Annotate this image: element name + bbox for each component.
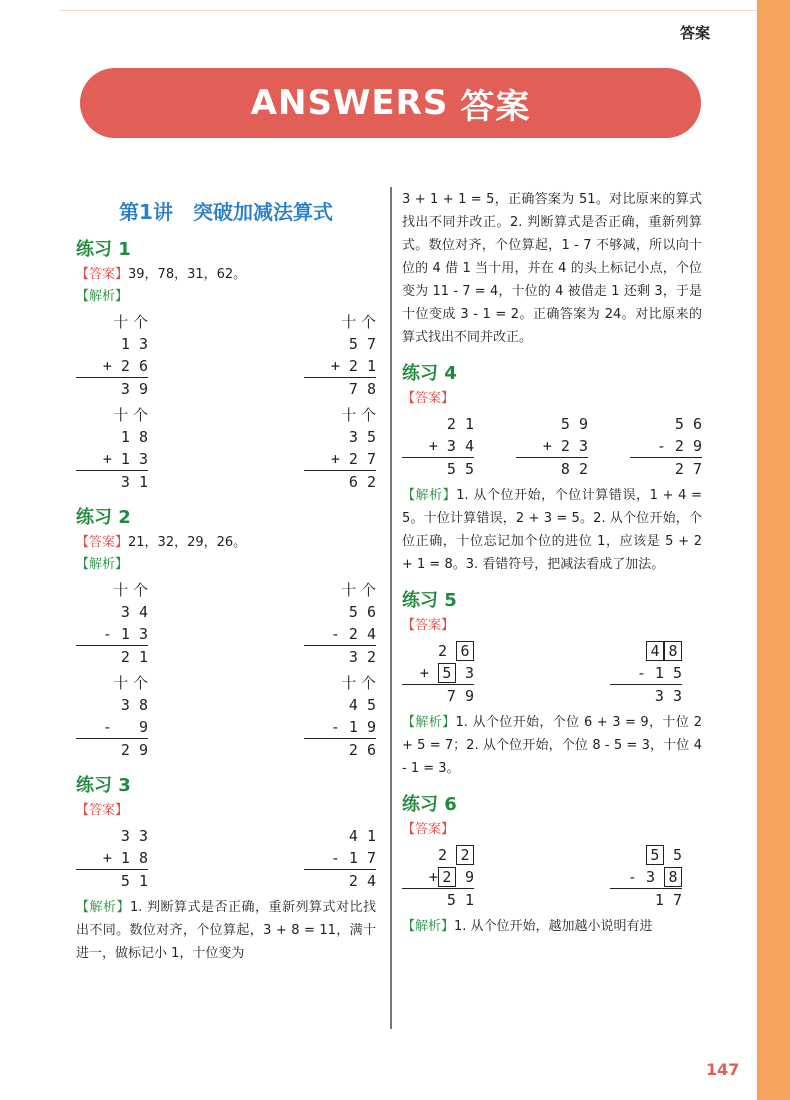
result: 6 2 <box>304 470 376 493</box>
operand-b: - 9 <box>102 718 148 736</box>
blank-box: 2 <box>456 845 474 865</box>
analysis-text: 1. 从个位开始，越加越小说明有进 <box>454 919 653 934</box>
blank-box: 6 <box>456 641 474 661</box>
operand-a: 3 8 <box>120 696 148 714</box>
place-header: 十 个 <box>341 313 376 331</box>
exercise-2-title: 练习 2 <box>76 507 131 528</box>
answer-tag: 【答案】 <box>76 267 129 282</box>
operand-a: 5 6 <box>348 603 376 621</box>
exercise-6-calcs-row <box>402 844 702 911</box>
place-header: 十 个 <box>113 313 148 331</box>
operator: - <box>636 664 646 682</box>
exercise-1-calcs-row <box>76 311 376 400</box>
top-rule <box>60 10 760 11</box>
result: 5 1 <box>76 869 148 892</box>
operand-b: - 1 7 <box>330 849 376 867</box>
exercise-1-title: 练习 1 <box>76 239 131 260</box>
exercise-5-title: 练习 5 <box>402 590 457 611</box>
operand-b: + 2 1 <box>330 357 376 375</box>
vertical-calc <box>516 413 588 480</box>
operand-a <box>402 844 474 866</box>
vertical-calc <box>304 404 376 493</box>
vertical-calc <box>76 579 148 668</box>
digit-ones: 5 <box>672 846 682 864</box>
digit-ones: 3 <box>464 664 474 682</box>
analysis-tag: 【解析】 <box>76 289 129 304</box>
blank-box: 8 <box>664 641 682 661</box>
operand-a: 4 1 <box>348 827 376 845</box>
digit-tens: 3 <box>645 868 655 886</box>
exercise-2-calcs-row <box>76 672 376 761</box>
vertical-calc <box>76 672 148 761</box>
page-number: 147 <box>706 1060 740 1079</box>
digit-tens: 1 <box>654 664 664 682</box>
blank-box: 5 <box>646 845 664 865</box>
exercise-1-answer <box>76 265 376 285</box>
exercise-1-calcs-row <box>76 404 376 493</box>
answer-tag: 【答案】 <box>402 391 455 406</box>
exercise-5-calcs-row <box>402 640 702 707</box>
operand-b: + 3 4 <box>428 437 474 455</box>
digit-tens: 2 <box>437 846 447 864</box>
vertical-calc <box>402 413 474 480</box>
operand-b <box>610 662 682 684</box>
exercise-4-title: 练习 4 <box>402 363 457 384</box>
answer-text: 21，32，29，26。 <box>128 535 247 550</box>
banner-english: ANSWERS <box>250 83 449 123</box>
vertical-calc <box>76 311 148 400</box>
exercise-6-title: 练习 6 <box>402 794 457 815</box>
analysis-text: 1. 判断算式是否正确，重新列算式对比找出不同。数位对齐，个位算起，3 + 8 = 11，满十进一，做标记小 1，十位变为 <box>76 900 376 961</box>
exercise-3-title: 练习 3 <box>76 775 131 796</box>
answer-text: 39，78，31，62。 <box>128 267 247 282</box>
analysis-tag: 【解析】 <box>76 557 129 572</box>
place-header: 十 个 <box>341 406 376 424</box>
result: 1 7 <box>610 888 682 911</box>
result: 2 4 <box>304 869 376 892</box>
analysis-tag: 【解析】 <box>402 488 457 503</box>
exercise-3-analysis-continued: 3 + 1 + 1 = 5，正确答案为 51。对比原来的算式找出不同并改正。2. 判断算式是否正确，重新列算式。数位对齐，个位算起，1 - 7 不够减，所以向十位的 4 借 1 当十用，并在 4 的头上标记小点，个位变为 11 - 7 = 4，十位的 4 被借走 1 还剩 3，于是十位变成 3 - 1 = 2。正确答案为 24。对比原来的算式找出不同并改正。 <box>402 192 702 345</box>
analysis-text: 1. 从个位开始，个位计算错误，1 + 4 = 5。十位计算错误，2 + 3 = 5。2. 从个位开始，个位正确，十位忘记加个位的进位 1，应该是 5 + 2 + 1 = 8。3. 看错符号，把减法看成了加法。 <box>402 488 702 572</box>
operator: + <box>419 664 429 682</box>
operand-b: + 2 6 <box>102 357 148 375</box>
answer-tag: 【答案】 <box>76 535 129 550</box>
operand-a: 5 9 <box>560 415 588 433</box>
analysis-tag: 【解析】 <box>402 919 455 934</box>
banner-chinese: 答案 <box>460 86 531 127</box>
place-header: 十 个 <box>113 674 148 692</box>
vertical-calc <box>76 825 148 892</box>
vertical-calc <box>304 825 376 892</box>
answers-banner <box>80 68 701 138</box>
vertical-calc <box>610 640 682 707</box>
operand-a: 5 6 <box>674 415 702 433</box>
result: 7 9 <box>402 684 474 707</box>
operand-a: 1 8 <box>120 428 148 446</box>
exercise-4-calcs-row <box>402 413 702 480</box>
operand-a: 3 4 <box>120 603 148 621</box>
result: 3 9 <box>76 377 148 400</box>
operand-b <box>402 662 474 684</box>
right-column <box>402 188 702 938</box>
left-column <box>76 180 376 965</box>
result: 5 5 <box>402 457 474 480</box>
operand-a: 2 1 <box>446 415 474 433</box>
blank-box: 5 <box>438 663 456 683</box>
operand-b <box>610 866 682 888</box>
exercise-2-answer <box>76 533 376 553</box>
result: 3 2 <box>304 645 376 668</box>
digit-ones: 9 <box>464 868 474 886</box>
analysis-tag: 【解析】 <box>76 900 130 915</box>
digit-tens: 2 <box>437 642 447 660</box>
operand-b: + 2 3 <box>542 437 588 455</box>
operand-b: + 2 7 <box>330 450 376 468</box>
vertical-calc <box>76 404 148 493</box>
operand-b: - 1 9 <box>330 718 376 736</box>
vertical-calc <box>610 844 682 911</box>
vertical-calc <box>304 672 376 761</box>
operand-a: 5 7 <box>348 335 376 353</box>
vertical-calc <box>402 640 474 707</box>
exercise-4-analysis <box>402 484 702 576</box>
answer-tag: 【答案】 <box>76 803 129 818</box>
exercise-2-calcs-row <box>76 579 376 668</box>
vertical-calc <box>402 844 474 911</box>
exercise-6-analysis <box>402 915 702 938</box>
operand-a <box>610 844 682 866</box>
result: 2 6 <box>304 738 376 761</box>
result: 5 1 <box>402 888 474 911</box>
column-divider <box>390 187 392 1029</box>
vertical-calc <box>630 413 702 480</box>
result: 3 3 <box>610 684 682 707</box>
operand-b: + 1 8 <box>102 849 148 867</box>
operand-b: - 2 9 <box>656 437 702 455</box>
operand-a: 1 3 <box>120 335 148 353</box>
answer-tag: 【答案】 <box>402 618 455 633</box>
place-header: 十 个 <box>113 406 148 424</box>
result: 3 1 <box>76 470 148 493</box>
exercise-5-analysis <box>402 711 702 780</box>
result: 2 9 <box>76 738 148 761</box>
running-header: 答案 <box>679 24 710 42</box>
operand-a <box>610 640 682 662</box>
analysis-tag: 【解析】 <box>402 715 456 730</box>
side-color-strip <box>757 0 790 1100</box>
operand-a <box>402 640 474 662</box>
blank-box: 8 <box>664 867 682 887</box>
exercise-3-analysis <box>76 896 376 965</box>
operand-a: 3 5 <box>348 428 376 446</box>
result: 7 8 <box>304 377 376 400</box>
exercise-3-calcs-row <box>76 825 376 892</box>
operand-b: - 1 3 <box>102 625 148 643</box>
blank-box: 4 <box>646 641 664 661</box>
answer-tag: 【答案】 <box>402 822 455 837</box>
result: 8 2 <box>516 457 588 480</box>
vertical-calc <box>304 311 376 400</box>
operator: + <box>428 868 438 886</box>
blank-box: 2 <box>438 867 456 887</box>
result: 2 1 <box>76 645 148 668</box>
place-header: 十 个 <box>113 581 148 599</box>
vertical-calc <box>304 579 376 668</box>
place-header: 十 个 <box>341 581 376 599</box>
operator: - <box>627 868 637 886</box>
operand-a: 4 5 <box>348 696 376 714</box>
operand-a: 3 3 <box>120 827 148 845</box>
operand-b: + 1 3 <box>102 450 148 468</box>
result: 2 7 <box>630 457 702 480</box>
digit-ones: 5 <box>672 664 682 682</box>
operand-b: - 2 4 <box>330 625 376 643</box>
analysis-text: 1. 从个位开始，个位 6 + 3 = 9，十位 2 + 5 = 7；2. 从个位开始，个位 8 - 5 = 3，十位 4 - 1 = 3。 <box>402 715 702 776</box>
operand-b <box>402 866 474 888</box>
section-title: 第1讲 突破加减法算式 <box>119 200 333 224</box>
place-header: 十 个 <box>341 674 376 692</box>
